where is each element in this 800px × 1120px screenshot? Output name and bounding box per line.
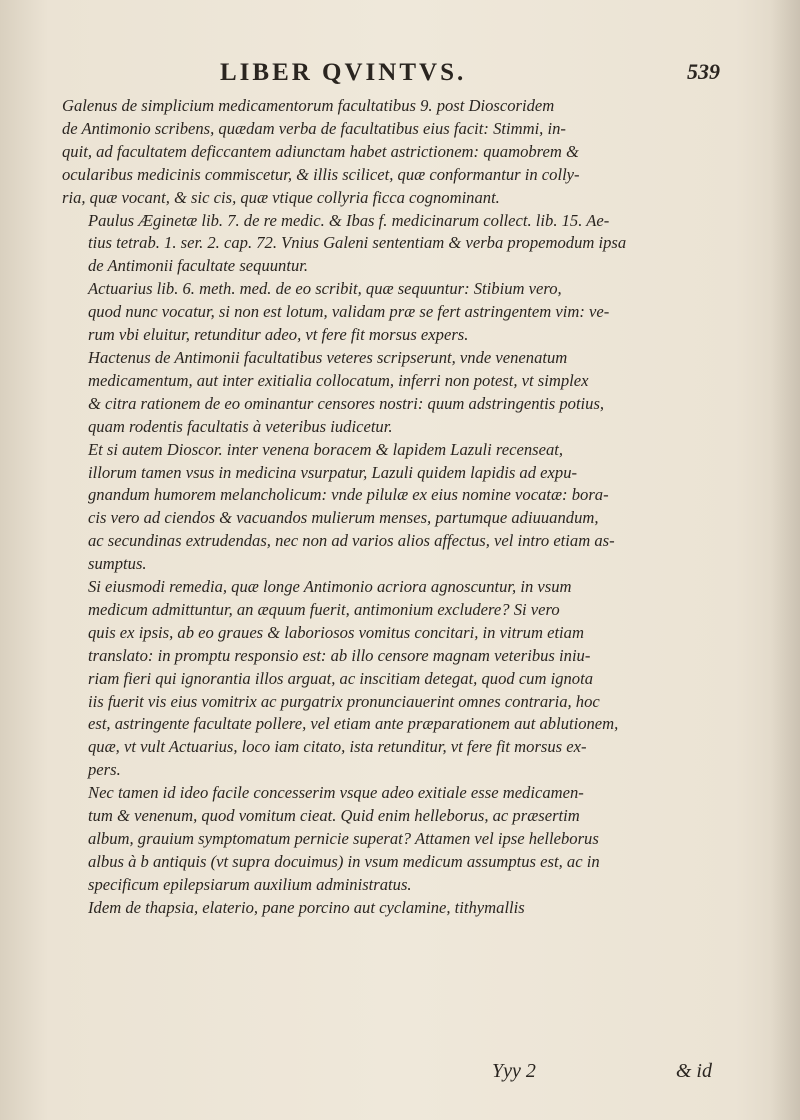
text-line: quod nunc vocatur, si non est lotum, validam præ se fert astringentem vim: ve- [88,302,610,322]
signature-mark: Yyy 2 [492,1060,536,1082]
text-line: album, grauium symptomatum pernicie superat? Attamen vel ipse helleborus [88,829,599,848]
text-line: Paulus Æginetæ lib. 7. de re medic. & Ibas f. medicinarum collect. lib. 15. Ae- [88,210,610,230]
text-line: & citra rationem de eo ominantur censores nostri: quum adstringentis potius, [88,393,605,413]
text-line: Si eiusmodi remedia, quæ longe Antimonio acriora agnoscuntur, in vsum [88,577,572,597]
paragraph [62,439,722,576]
text-line: Galenus de simplicium medicamentorum facultatibus 9. post Dioscoridem [62,96,555,115]
paragraph [62,897,722,920]
running-head: LIBER QVINTVS. [220,59,467,86]
text-line: est, astringente facultate pollere, vel etiam ante præparationem aut ablutionem, [88,714,619,734]
text-line: albus à b antiquis (vt supra docuimus) in vsum medicum assumptus est, ac in [88,851,600,871]
paragraph [62,95,722,210]
page-number: 539 [687,59,720,84]
text-line: cis vero ad ciendos & vacuandos mulierum menses, partumque adiuuandum, [88,508,599,528]
paragraph [62,210,722,279]
page-header [60,55,720,95]
page-edge-shadow [770,0,800,1120]
page-footer [62,1060,722,1088]
text-line: ac secundinas extrudendas, nec non ad varios alios affectus, vel intro etiam as- [88,531,615,551]
text-line: Nec tamen id ideo facile concesserim vsque adeo exitiale esse medicamen- [88,783,584,803]
text-line: tius tetrab. 1. ser. 2. cap. 72. Vnius Galeni sententiam & verba propemodum ipsa [88,233,627,253]
text-line: Et si autem Dioscor. inter venena boracem & lapidem Lazuli recenseat, [88,439,563,459]
paragraph [62,278,722,347]
text-line: specificum epilepsiarum auxilium administratus. [88,874,412,894]
text-line: quæ, vt vult Actuarius, loco iam citato, ista retunditur, vt fere fit morsus ex- [88,737,587,757]
text-line: iis fuerit vis eius vomitrix ac purgatrix pronunciauerint omnes contraria, hoc [88,691,600,711]
text-line: translato: in promptu responsio est: ab illo censore magnam veteribus iniu- [88,645,591,665]
text-line: tum & venenum, quod vomitum cieat. Quid enim helleborus, ac præsertim [88,806,580,826]
text-line: Idem de thapsia, elaterio, pane porcino aut cyclamine, tithymallis [88,897,525,917]
paragraph [62,347,722,439]
body-text [62,95,722,920]
text-line: ocularibus medicinis commiscetur, & illis scilicet, quæ conformantur in colly- [62,164,580,184]
text-line: sumptus. [88,554,147,574]
paragraph [62,576,722,782]
text-line: Hactenus de Antimonii facultatibus veteres scripserunt, vnde venenatum [88,347,568,367]
text-line: quit, ad facultatem deficcantem adiunctam habet astrictionem: quamobrem & [62,141,579,161]
text-line: ria, quæ vocant, & sic cis, quæ vtique collyria ficca cognominant. [62,187,500,207]
catchword: & id [675,1060,712,1082]
text-line: de Antimonii facultate sequuntur. [88,256,309,276]
text-line: Actuarius lib. 6. meth. med. de eo scribit, quæ sequuntur: Stibium vero, [88,279,562,299]
text-line: medicamentum, aut inter exitialia collocatum, inferri non potest, vt simplex [88,370,589,390]
text-line: de Antimonio scribens, quædam verba de facultatibus eius facit: Stimmi, in- [62,118,566,138]
text-line: gnandum humorem melancholicum: vnde pilulæ ex eius nomine vocatæ: bora- [88,485,609,505]
text-line: quis ex ipsis, ab eo graues & laboriosos vomitus concitari, in vitrum etiam [88,622,584,642]
text-line: riam fieri qui ignorantia illos arguat, ac inscitiam detegat, quod cum ignota [88,668,594,688]
text-line: rum vbi eluitur, retunditur adeo, vt fere fit morsus expers. [88,325,469,345]
text-line: quam rodentis facultatis à veteribus iudicetur. [88,416,393,436]
text-line: illorum tamen vsus in medicina vsurpatur, Lazuli quidem lapidis ad expu- [88,462,578,482]
text-line: pers. [88,760,121,780]
paragraph [62,782,722,897]
text-line: medicum admittuntur, an æquum fuerit, antimonium excludere? Si vero [88,599,560,619]
